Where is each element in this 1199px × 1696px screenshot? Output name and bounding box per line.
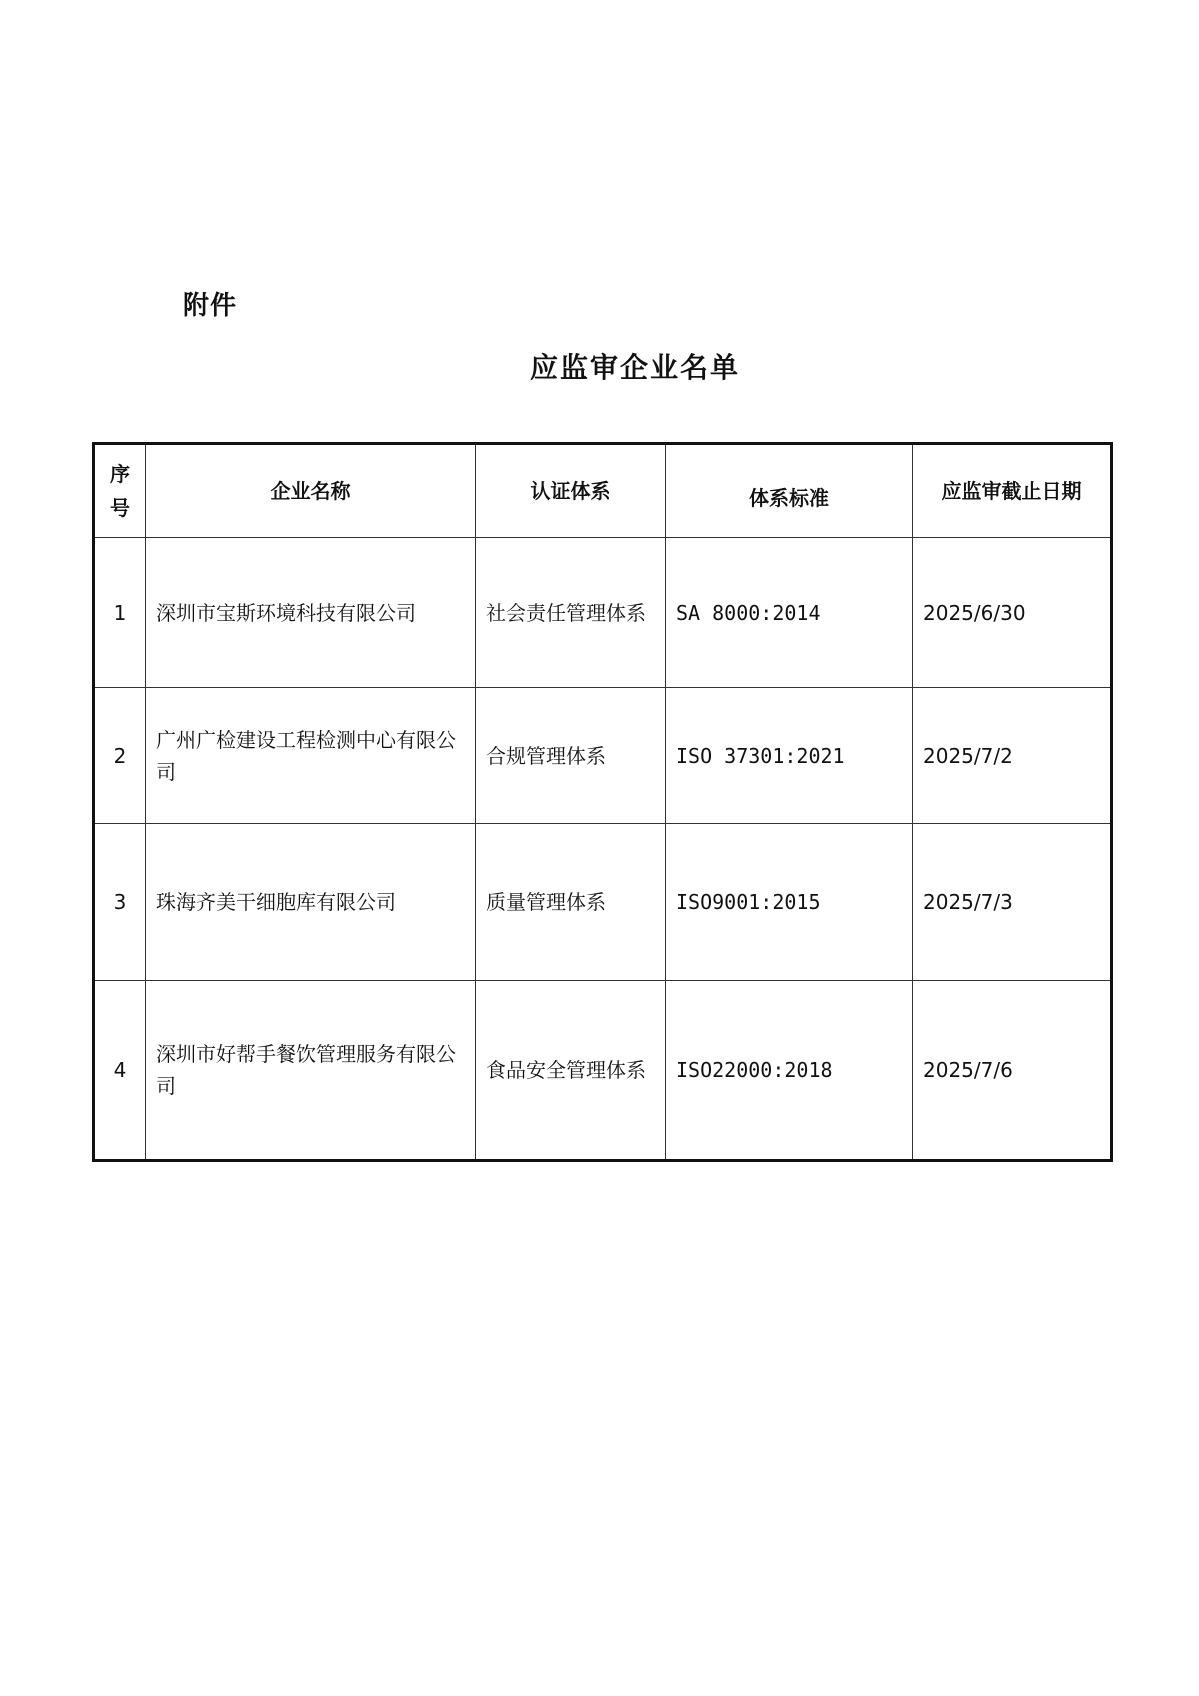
column-header-no-line2: 号 <box>110 496 130 520</box>
cell-cert-system: 合规管理体系 <box>476 688 666 824</box>
cell-deadline: 2025/7/3 <box>913 824 1112 981</box>
cell-company: 广州广检建设工程检测中心有限公司 <box>146 688 476 824</box>
column-header-no-line1: 序 <box>110 462 130 486</box>
cell-no: 4 <box>94 981 146 1161</box>
cell-standard: ISO9001:2015 <box>666 824 913 981</box>
column-header-standard: 体系标准 <box>666 444 913 538</box>
enterprise-list-table <box>92 442 1113 1162</box>
cell-cert-system: 质量管理体系 <box>476 824 666 981</box>
cell-cert-system: 食品安全管理体系 <box>476 981 666 1161</box>
table-header-row <box>94 444 1112 538</box>
cell-company: 深圳市宝斯环境科技有限公司 <box>146 538 476 688</box>
cell-company: 深圳市好帮手餐饮管理服务有限公司 <box>146 981 476 1161</box>
cell-deadline: 2025/7/2 <box>913 688 1112 824</box>
cell-standard: SA 8000:2014 <box>666 538 913 688</box>
column-header-no <box>94 444 146 538</box>
cell-cert-system: 社会责任管理体系 <box>476 538 666 688</box>
cell-no: 1 <box>94 538 146 688</box>
cell-standard: ISO 37301:2021 <box>666 688 913 824</box>
table-row <box>94 981 1112 1161</box>
column-header-deadline: 应监审截止日期 <box>913 444 1112 538</box>
cell-standard: ISO22000:2018 <box>666 981 913 1161</box>
column-header-cert-system: 认证体系 <box>476 444 666 538</box>
attachment-label: 附件 <box>183 291 238 321</box>
cell-deadline: 2025/6/30 <box>913 538 1112 688</box>
column-header-company: 企业名称 <box>146 444 476 538</box>
cell-deadline: 2025/7/6 <box>913 981 1112 1161</box>
table-row <box>94 824 1112 981</box>
table-row <box>94 688 1112 824</box>
cell-no: 3 <box>94 824 146 981</box>
table-row <box>94 538 1112 688</box>
cell-no: 2 <box>94 688 146 824</box>
page-title: 应监审企业名单 <box>529 351 740 384</box>
cell-company: 珠海齐美干细胞库有限公司 <box>146 824 476 981</box>
